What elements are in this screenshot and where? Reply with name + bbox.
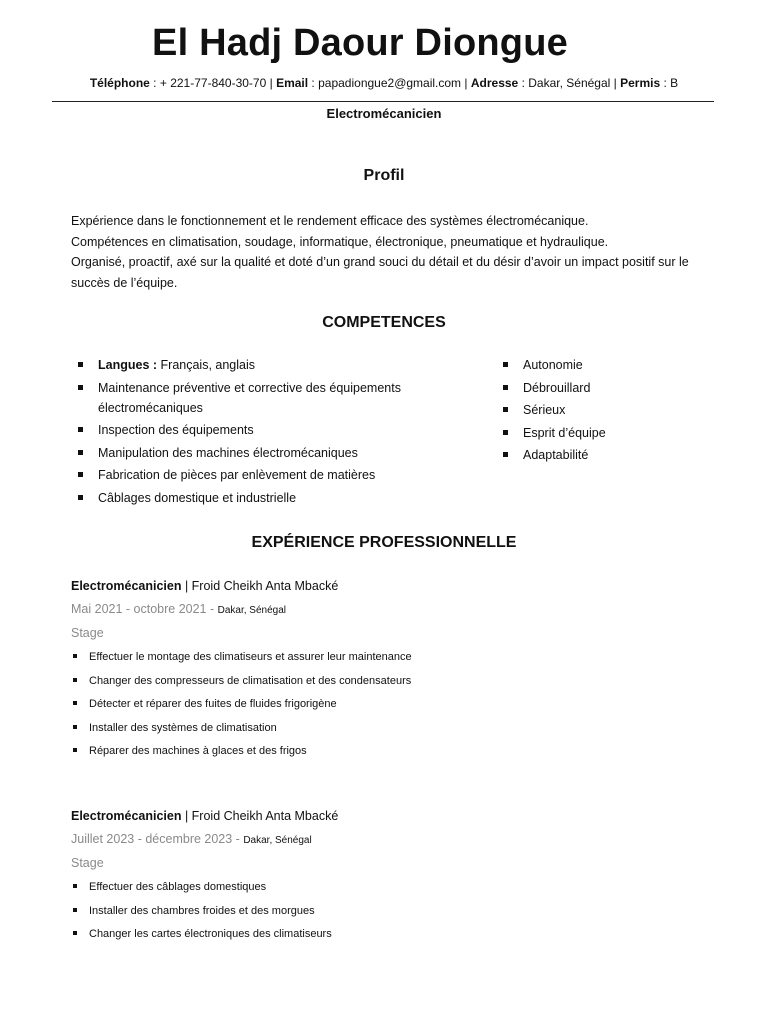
candidate-name: El Hadj Daour Diongue — [152, 22, 568, 64]
experience-entry — [71, 807, 711, 949]
skill-item — [71, 355, 431, 375]
skill-text: Fabrication de pièces par enlèvement de matières — [98, 468, 376, 482]
skill-item — [71, 378, 431, 418]
task-item: Changer des compresseurs de climatisation et des condensateurs — [71, 672, 711, 690]
email-address: papadiongue2@gmail.com — [318, 76, 462, 90]
contract-type: Stage — [71, 626, 104, 640]
experience-dates — [71, 600, 711, 620]
company-name: Froid Cheikh Anta Mbacké — [191, 579, 339, 593]
soft-skill-item: Adaptabilité — [496, 445, 696, 465]
soft-skill-item: Autonomie — [496, 355, 696, 375]
skill-item — [71, 420, 431, 440]
soft-skill-item: Sérieux — [496, 400, 696, 420]
skill-label: Langues : — [98, 358, 158, 372]
header-divider — [52, 101, 714, 102]
contract-type: Stage — [71, 856, 104, 870]
skill-item — [71, 443, 431, 463]
phone-number: + 221-77-840-30-70 — [159, 76, 267, 90]
contact-line: Téléphone : + 221-77-840-30-70 | Email : papadiongue2@gmail.com | Adresse : Dakar, Sénégal | Permis : B — [89, 76, 679, 90]
task-item: Installer des chambres froides et des morgues — [71, 902, 711, 920]
skill-item — [71, 465, 431, 485]
skill-text: Manipulation des machines électromécaniques — [98, 445, 358, 460]
profile-line: Expérience dans le fonctionnement et le rendement efficace des systèmes électromécanique. — [71, 214, 589, 228]
job-location: Dakar, Sénégal — [243, 835, 312, 846]
task-item: Réparer des machines à glaces et des frigos — [71, 742, 711, 760]
experience-dates — [71, 830, 711, 850]
experience-header — [71, 807, 711, 825]
experience-entry — [71, 577, 711, 766]
date-range: Juillet 2023 - décembre 2023 - — [71, 832, 244, 846]
license-value: B — [670, 76, 679, 90]
skill-text: Inspection des équipements — [98, 423, 254, 437]
experience-title: Electromécanicien — [71, 809, 182, 823]
phone-label: Téléphone — [89, 76, 150, 90]
skill-item — [71, 488, 431, 508]
profile-line: Compétences en climatisation, soudage, informatique, électronique, pneumatique et hydraulique. — [71, 234, 609, 249]
company-name: Froid Cheikh Anta Mbacké — [191, 809, 339, 823]
experience-title: Electromécanicien — [71, 579, 182, 593]
license-label: Permis — [620, 76, 661, 90]
task-item: Effectuer des câblages domestiques — [71, 878, 711, 896]
title-separator: | — [181, 579, 192, 593]
skill-text: Câblages domestique et industrielle — [98, 490, 297, 505]
task-item: Installer des systèmes de climatisation — [71, 719, 711, 737]
soft-skill-item: Esprit d’équipe — [496, 423, 696, 443]
task-item: Détecter et réparer des fuites de fluides frigorigène — [71, 695, 711, 713]
profile-line: Organisé, proactif, axé sur la qualité et doté d’un grand souci du détail et du désir d’avoir un impact positif sur le succès de l’équipe. — [71, 255, 689, 290]
skill-text: Maintenance préventive et corrective des équipements électromécaniques — [98, 380, 401, 415]
technical-skills-list — [71, 355, 431, 510]
job-title: Electromécanicien — [326, 106, 442, 121]
task-list — [71, 878, 711, 943]
address-value: Dakar, Sénégal — [528, 76, 611, 90]
soft-skill-item: Débrouillard — [496, 378, 696, 398]
date-range: Mai 2021 - octobre 2021 - — [71, 602, 218, 616]
skills-heading: COMPETENCES — [322, 314, 446, 331]
profile-summary — [71, 211, 711, 293]
task-item: Changer les cartes électroniques des climatiseurs — [71, 925, 711, 943]
task-list — [71, 648, 711, 760]
experience-heading: EXPÉRIENCE PROFESSIONNELLE — [251, 534, 517, 551]
skill-text: Français, anglais — [157, 358, 256, 372]
job-location: Dakar, Sénégal — [217, 605, 287, 616]
email-label: Email — [276, 76, 309, 90]
task-item: Effectuer le montage des climatiseurs et assurer leur maintenance — [71, 648, 711, 666]
soft-skills-list — [496, 355, 696, 468]
title-separator: | — [181, 809, 192, 823]
experience-header — [71, 577, 711, 595]
address-label: Adresse — [470, 76, 519, 90]
profile-heading: Profil — [363, 167, 405, 184]
